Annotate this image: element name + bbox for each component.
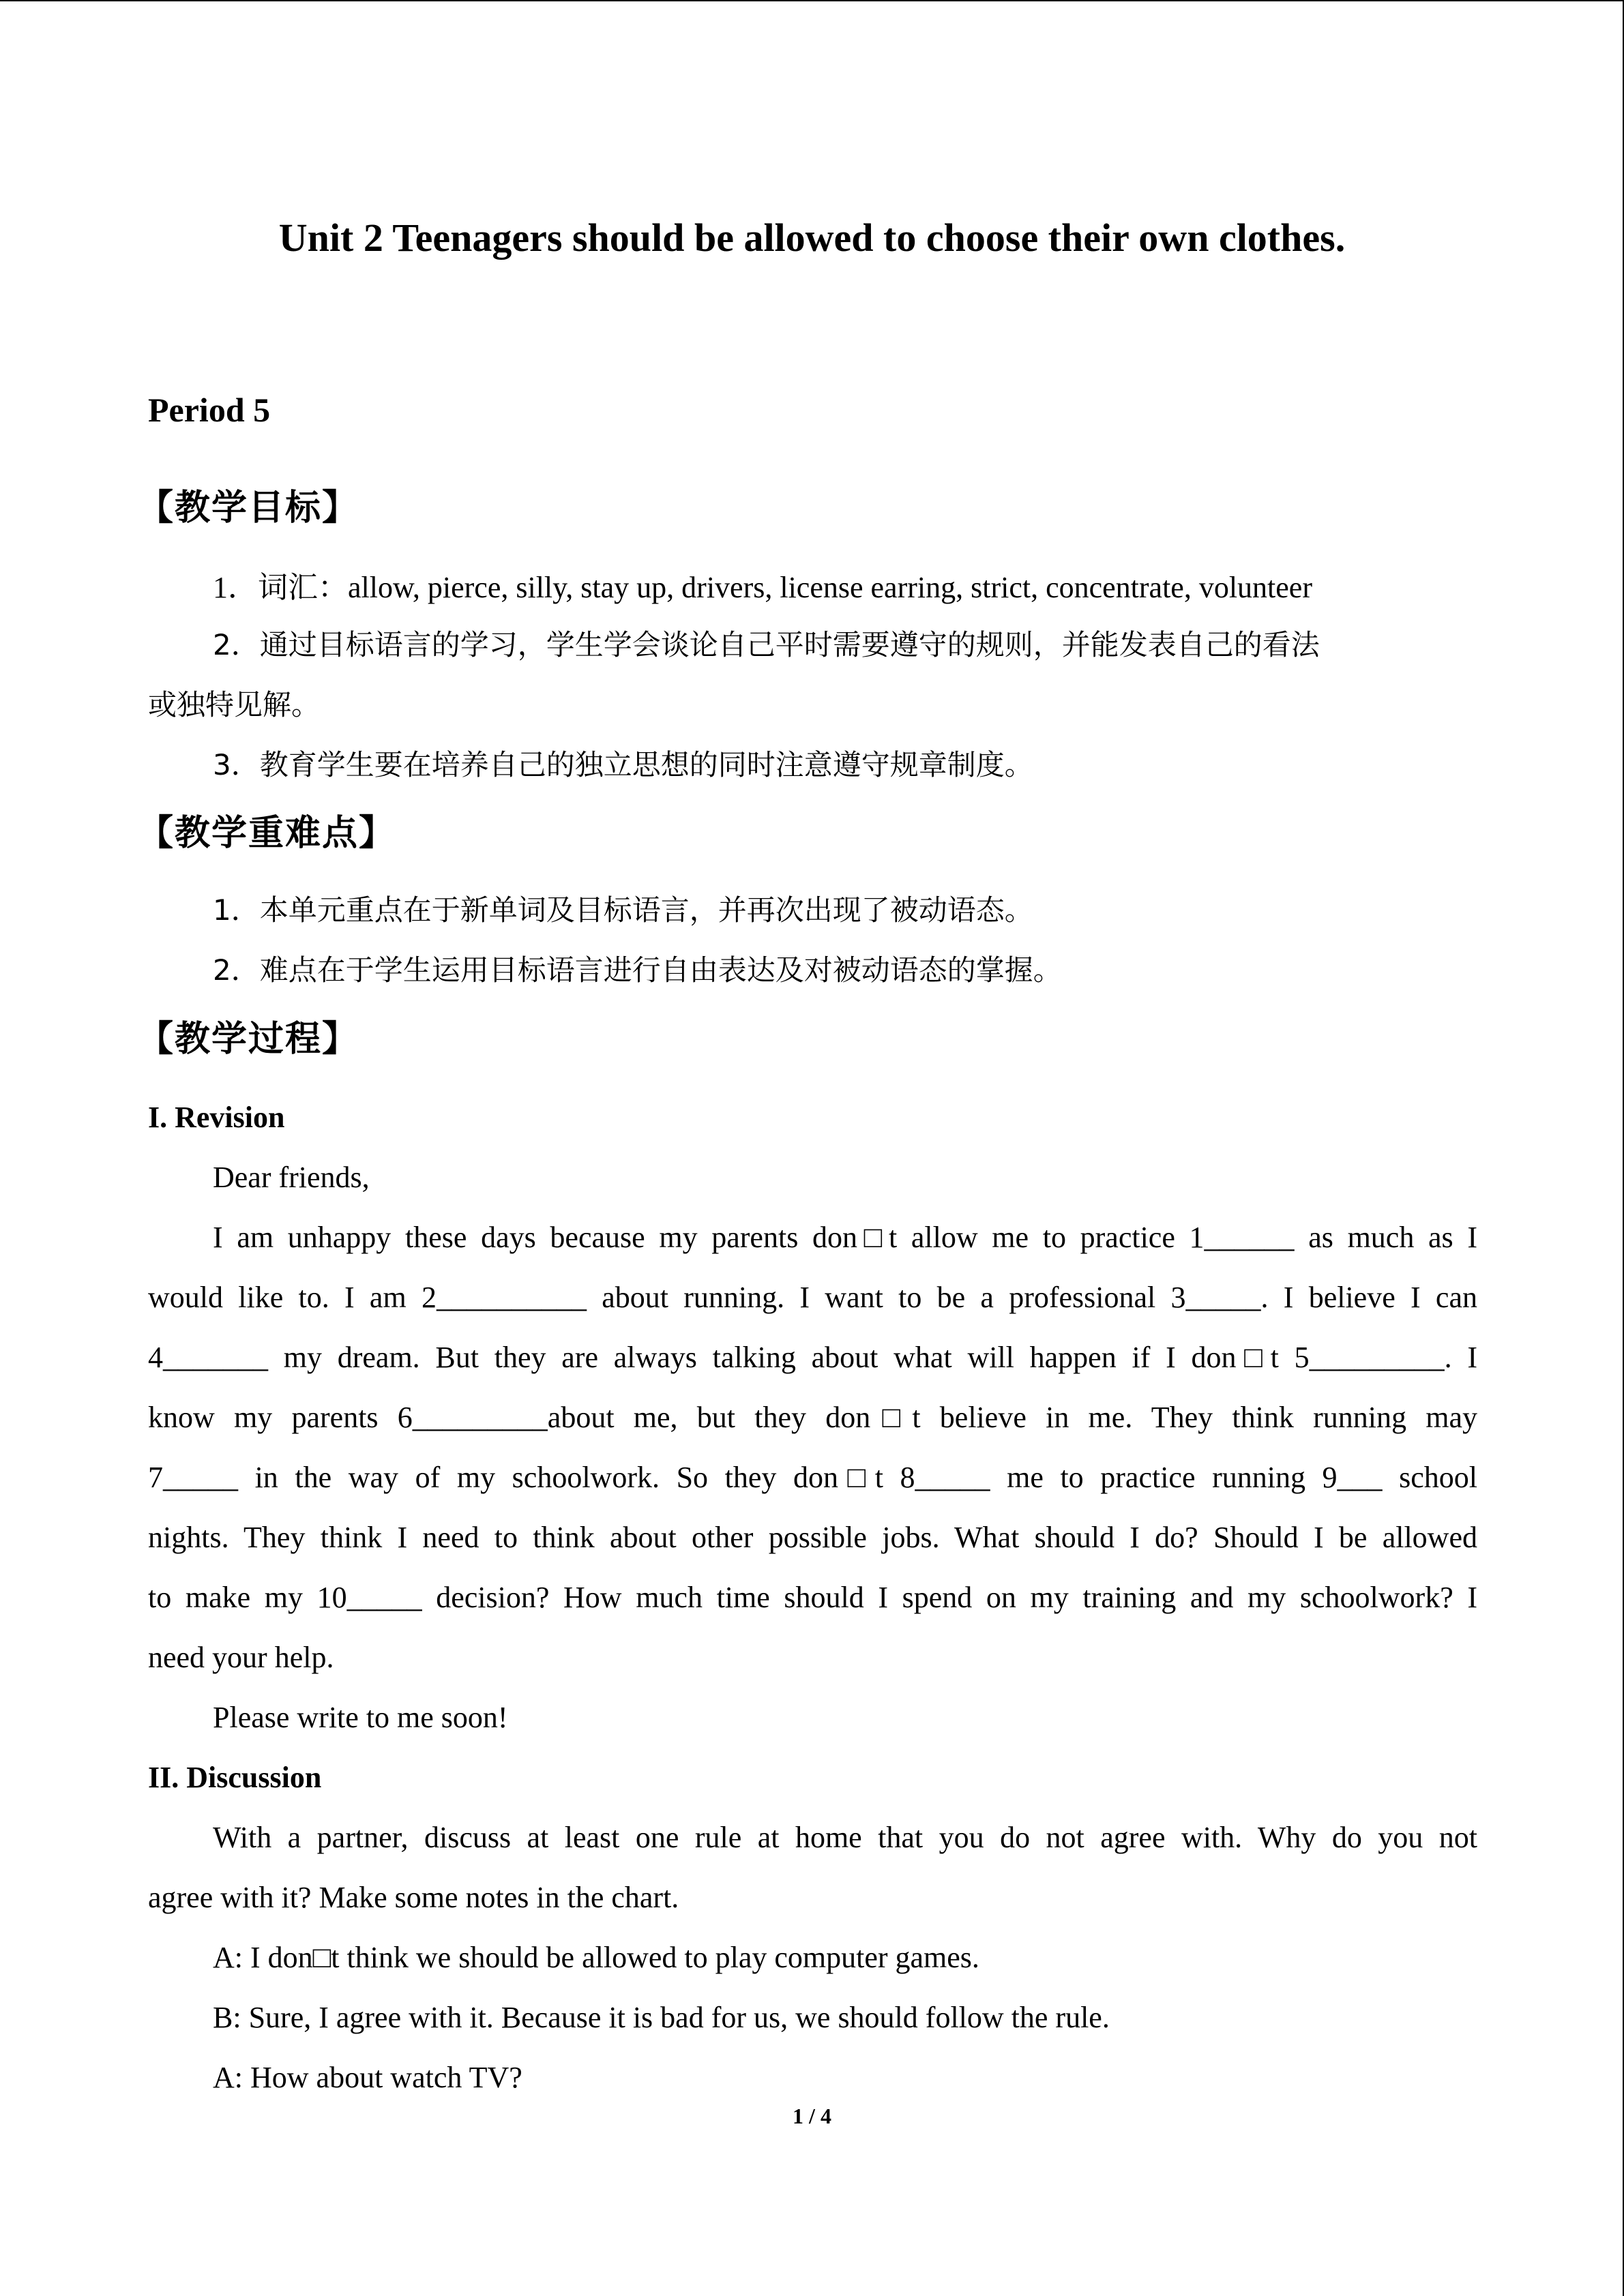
dialogue-line: A: How about watch TV? [213,2061,522,2094]
letter-line: 4_______ my dream. But they are always talking about what will happen if I don□t 5_________. I [148,1341,1477,1374]
letter-line: know my parents 6_________about me, but they don□t believe in me. They think running may [148,1401,1477,1434]
key-points-heading: 【教学重难点】 [138,813,396,854]
letter-line: would like to. I am 2__________ about running. I want to be a professional 3_____. I believe I can [148,1281,1477,1314]
letter-closing: Please write to me soon! [213,1701,508,1734]
discussion-heading: II. Discussion [148,1761,322,1794]
letter-line: nights. They think I need to think about other possible jobs. What should I do? Should I be allowed [148,1521,1477,1554]
key-points-item-2: 2．难点在于学生运用目标语言进行自由表达及对被动语态的掌握。 [213,953,1062,987]
goals-item-2-line-1: 2．通过目标语言的学习，学生学会谈论自己平时需要遵守的规则，并能发表自己的看法 [213,628,1320,661]
goals-item-3: 3．教育学生要在培养自己的独立思想的同时注意遵守规章制度。 [213,748,1033,781]
letter-line: 7_____ in the way of my schoolwork. So they don□t 8_____ me to practice running 9___ school [148,1461,1477,1494]
letter-greeting: Dear friends, [213,1161,370,1194]
process-heading: 【教学过程】 [138,1019,359,1060]
page-title: Unit 2 Teenagers should be allowed to choose their own clothes. [278,215,1346,260]
letter-line: to make my 10_____ decision? How much time should I spend on my training and my schoolwork? I [148,1581,1477,1614]
period-heading: Period 5 [148,391,271,429]
goals-heading: 【教学目标】 [138,488,359,528]
revision-heading: I. Revision [148,1101,285,1134]
page-number: 1 / 4 [793,2104,831,2128]
discussion-intro-line-2: agree with it? Make some notes in the chart. [148,1881,679,1914]
goals-item-1: 1．词汇：allow, pierce, silly, stay up, drivers, license earring, strict, concentrate, volunteer [213,571,1312,604]
letter-line: I am unhappy these days because my parents don□t allow me to practice 1______ as much as I [213,1221,1477,1254]
dialogue-line: B: Sure, I agree with it. Because it is bad for us, we should follow the rule. [213,2001,1110,2034]
goals-item-2-line-2: 或独特见解。 [148,688,321,721]
dialogue-line: A: I don□t think we should be allowed to play computer games. [213,1941,979,1974]
letter-last-line: need your help. [148,1641,334,1674]
discussion-intro-line-1: With a partner, discuss at least one rule at home that you do not agree with. Why do you not [213,1821,1477,1854]
key-points-item-1: 1．本单元重点在于新单词及目标语言，并再次出现了被动语态。 [213,893,1033,927]
